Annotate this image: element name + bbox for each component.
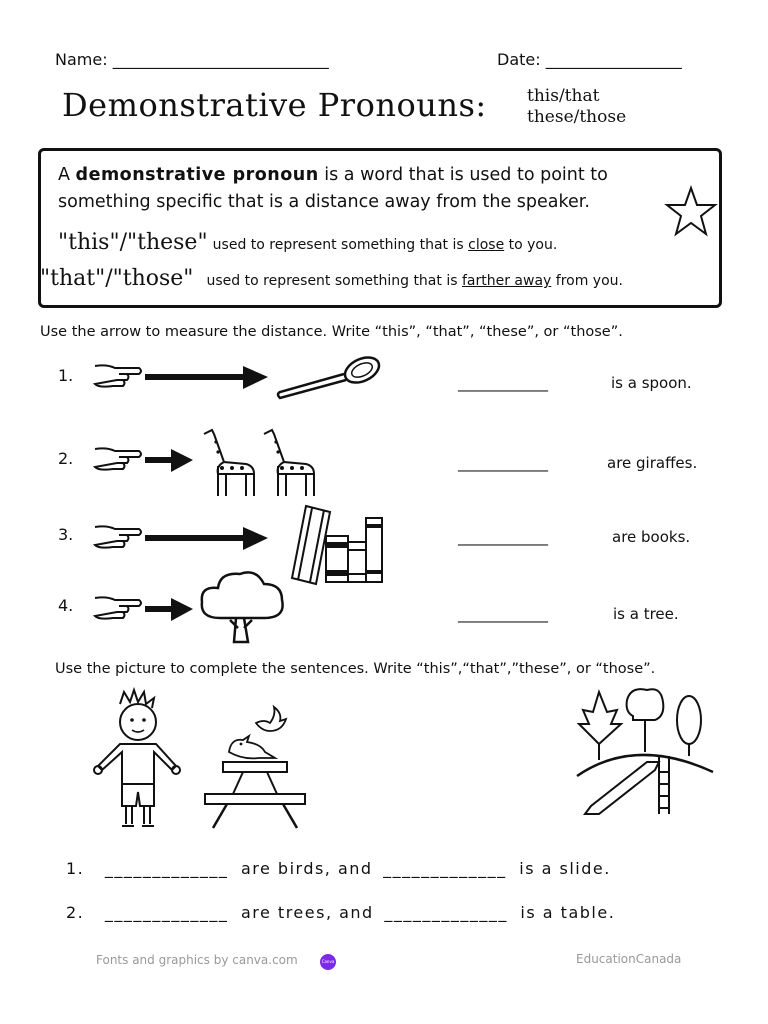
far-text-end: from you.: [551, 273, 623, 289]
section1-instruction: Use the arrow to measure the distance. Write “this”, “that”, “these”, or “those”.: [40, 324, 623, 340]
books-icon: [290, 504, 386, 584]
short-arrow-icon: [145, 446, 195, 476]
far-word: farther away: [461, 273, 552, 289]
giraffe-icon: [258, 426, 320, 498]
name-line[interactable]: ___________________________: [112, 50, 329, 69]
definition-term: demonstrative pronoun: [75, 165, 319, 185]
footer-credit: Fonts and graphics by canva.com: [96, 953, 298, 967]
boy-icon: [84, 688, 204, 833]
item-2-text: are giraffes.: [607, 454, 698, 472]
item-4-number: 4.: [58, 596, 74, 615]
far-quote: "that"/"those": [40, 266, 194, 291]
sentence-1-mid: are birds, and: [240, 859, 373, 878]
close-rule: [58, 230, 557, 255]
close-word: close: [468, 237, 505, 253]
name-field: [55, 50, 329, 69]
name-label: Name:: [55, 50, 108, 69]
far-text: used to represent something that is: [206, 273, 462, 289]
tree-icon: [198, 568, 288, 644]
definition-part2: is a word that is used to point to something specific that is a distance away from the speaker.: [58, 165, 608, 212]
page-title: Demonstrative Pronouns:: [62, 86, 487, 124]
item-1-number: 1.: [58, 366, 74, 385]
pointing-hand-icon: [93, 362, 143, 392]
item-2-number: 2.: [58, 449, 74, 468]
sentence-2-end: is a table.: [520, 903, 616, 922]
definition-text: [58, 162, 658, 216]
spoon-icon: [274, 352, 384, 402]
long-arrow-icon: [145, 363, 270, 393]
flying-bird-icon: [252, 705, 288, 737]
sentence-2-blank-1[interactable]: _____________: [104, 903, 229, 922]
canva-logo-icon: Canva: [320, 954, 336, 970]
far-rule: [40, 266, 623, 291]
definition-part1: A: [58, 165, 76, 185]
pointing-hand-icon: [93, 445, 143, 475]
item-1-blank[interactable]: ____________: [458, 374, 548, 392]
short-arrow-icon: [145, 595, 195, 625]
sentence-2-blank-2[interactable]: _____________: [384, 903, 508, 922]
date-field: [497, 50, 682, 69]
sentence-1: [66, 859, 611, 878]
sentence-1-blank-1[interactable]: _____________: [104, 859, 229, 878]
sentence-2-mid: are trees, and: [240, 903, 374, 922]
item-4-blank[interactable]: ____________: [458, 605, 548, 623]
long-arrow-icon: [145, 524, 270, 554]
item-3-blank[interactable]: ____________: [458, 528, 548, 546]
footer-brand: EducationCanada: [576, 952, 682, 966]
pointing-hand-icon: [93, 523, 143, 553]
date-label: Date:: [497, 50, 541, 69]
item-3-text: are books.: [612, 528, 691, 546]
item-4-text: is a tree.: [613, 605, 679, 623]
item-1-text: is a spoon.: [611, 374, 692, 392]
title-sub-1: this/that: [527, 86, 600, 106]
sentence-2-number: 2.: [66, 903, 85, 922]
sentence-2: [66, 903, 615, 922]
section2-instruction: Use the picture to complete the sentences. Write “this”,“that”,”these”, or “those”.: [55, 661, 656, 677]
close-text: used to represent something that is: [212, 237, 469, 253]
sentence-1-end: is a slide.: [519, 859, 611, 878]
picnic-table-icon: [203, 734, 313, 834]
park-slide-icon: [575, 686, 715, 826]
sentence-1-number: 1.: [66, 859, 85, 878]
item-3-number: 3.: [58, 525, 74, 544]
sentence-1-blank-2[interactable]: _____________: [383, 859, 507, 878]
date-line[interactable]: _________________: [545, 50, 682, 69]
item-2-blank[interactable]: ____________: [458, 454, 548, 472]
close-quote: "this"/"these": [58, 230, 208, 255]
giraffe-icon: [198, 426, 260, 498]
star-icon: [666, 186, 716, 236]
close-text-end: to you.: [504, 237, 558, 253]
pointing-hand-icon: [93, 594, 143, 624]
title-sub-2: these/those: [527, 107, 627, 127]
